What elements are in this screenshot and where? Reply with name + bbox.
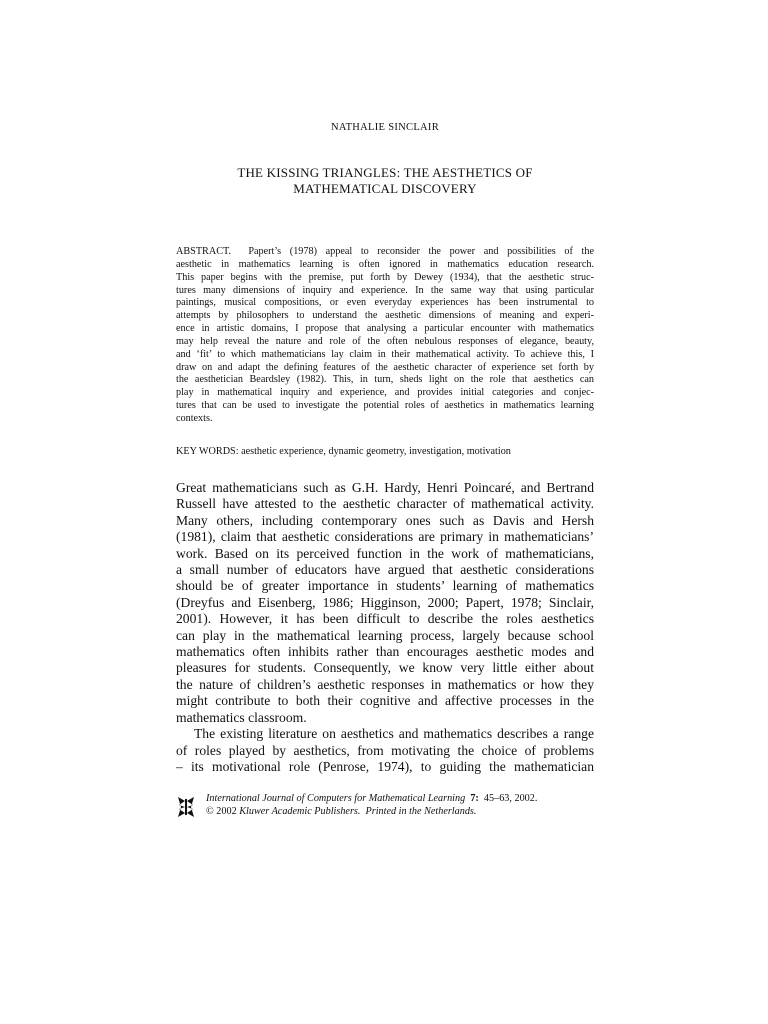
journal-name: International Journal of Computers for Mathematical Learning — [206, 793, 466, 804]
footer-text — [206, 792, 606, 818]
abstract — [176, 246, 594, 426]
body-line: might contribute to both their cognitive and affective processes in the — [176, 693, 594, 709]
body-line: – its motivational role (Penrose, 1974), to guiding the mathematician — [176, 758, 594, 774]
abstract-line: This paper begins with the premise, put forth by Dewey (1934), that the aesthetic struc- — [176, 271, 594, 283]
title-line-1: THE KISSING TRIANGLES: THE AESTHETICS OF — [237, 165, 533, 180]
body-line: Great mathematicians such as G.H. Hardy, Henri Poincaré, and Bertrand — [176, 480, 594, 495]
body-line: pleasures for students. Consequently, we know very little either about — [176, 660, 594, 676]
abstract-line: may help reveal the nature and role of the often nebulous responses of elegance, beauty, — [176, 335, 594, 347]
footer-line-1 — [206, 792, 606, 805]
body-line: the nature of children’s aesthetic responses in mathematics or how they — [176, 676, 594, 692]
body-line: mathematics often inhibits rather than encourages aesthetic modes and — [176, 644, 594, 660]
keywords — [176, 445, 594, 458]
body-line: can play in the mathematical learning process, largely because school — [176, 627, 594, 643]
footer-line-2 — [206, 805, 606, 818]
abstract-line: attempts by philosophers to understand the aesthetic dimensions of meaning and experi- — [176, 310, 594, 322]
body-text — [176, 480, 594, 775]
keywords-text: aesthetic experience, dynamic geometry, investigation, motivation — [241, 446, 511, 457]
abstract-line: ence in artistic domains, I propose that analysing a particular encounter with mathematics — [176, 323, 594, 335]
copyright: © 2002 — [206, 806, 237, 817]
abstract-line: paintings, musical compositions, or even everyday experiences has been instrumental to — [176, 297, 594, 309]
abstract-line: aesthetic in mathematics learning is often ignored in mathematics education research. — [176, 258, 594, 270]
abstract-line — [176, 246, 594, 259]
author-name: NATHALIE SINCLAIR — [330, 122, 440, 133]
publisher-name: Kluwer Academic Publishers. — [239, 806, 361, 817]
body-line: of roles played by aesthetics, from motivating the choice of problems — [176, 742, 594, 758]
body-line: 2001). However, it has been difficult to describe the roles aesthetics — [176, 611, 594, 627]
body-line: (1981), claim that aesthetic considerations are primary in mathematicians’ — [176, 529, 594, 545]
body-line: (Dreyfus and Eisenberg, 1986; Higginson, 2000; Papert, 1978; Sinclair, — [176, 594, 594, 610]
abstract-line: the aesthetician Beardsley (1982). This, in turn, sheds light on the role that aesthetics can — [176, 374, 594, 386]
abstract-line: contexts. — [176, 412, 213, 424]
abstract-line: tures that can be used to investigate the potential roles of aesthetics in mathematics learning — [176, 400, 594, 412]
journal-volume: 7: — [470, 793, 479, 804]
body-line: mathematics classroom. — [176, 709, 307, 725]
publisher-logo-icon — [176, 796, 196, 818]
abstract-line: tures many dimensions of inquiry and experience. In the same way that using particular — [176, 284, 594, 296]
keywords-label: KEY WORDS: — [176, 446, 239, 457]
body-line: Many others, including contemporary ones such as Davis and Hersh — [176, 512, 594, 528]
journal-pages: 45–63, 2002. — [483, 793, 538, 804]
abstract-text: Papert’s (1978) appeal to reconsider the power and possibilities of the — [248, 246, 595, 257]
title-line-2: MATHEMATICAL DISCOVERY — [293, 181, 477, 196]
abstract-line: draw on and adapt the defining features of the aesthetic character of experience set forth by — [176, 361, 594, 373]
body-line: Russell have attested to the aesthetic character of mathematical activity. — [176, 496, 594, 512]
abstract-label: ABSTRACT. — [176, 246, 232, 257]
abstract-line: play in mathematical inquiry and experience, and provides initial categories and conjec- — [176, 387, 594, 399]
body-line: work. Based on its perceived function in the work of mathematicians, — [176, 545, 594, 561]
printed-location: Printed in the Netherlands. — [365, 806, 477, 817]
abstract-line: and ‘fit’ to which mathematicians lay claim in their mathematical activity. To achieve this, I — [176, 348, 594, 360]
body-line: a small number of educators have argued that aesthetic considerations — [176, 562, 594, 578]
article-title — [176, 165, 594, 197]
body-line: The existing literature on aesthetics and mathematics describes a range — [194, 726, 594, 742]
body-line: should be of greater importance in students’ learning of mathematics — [176, 578, 594, 594]
